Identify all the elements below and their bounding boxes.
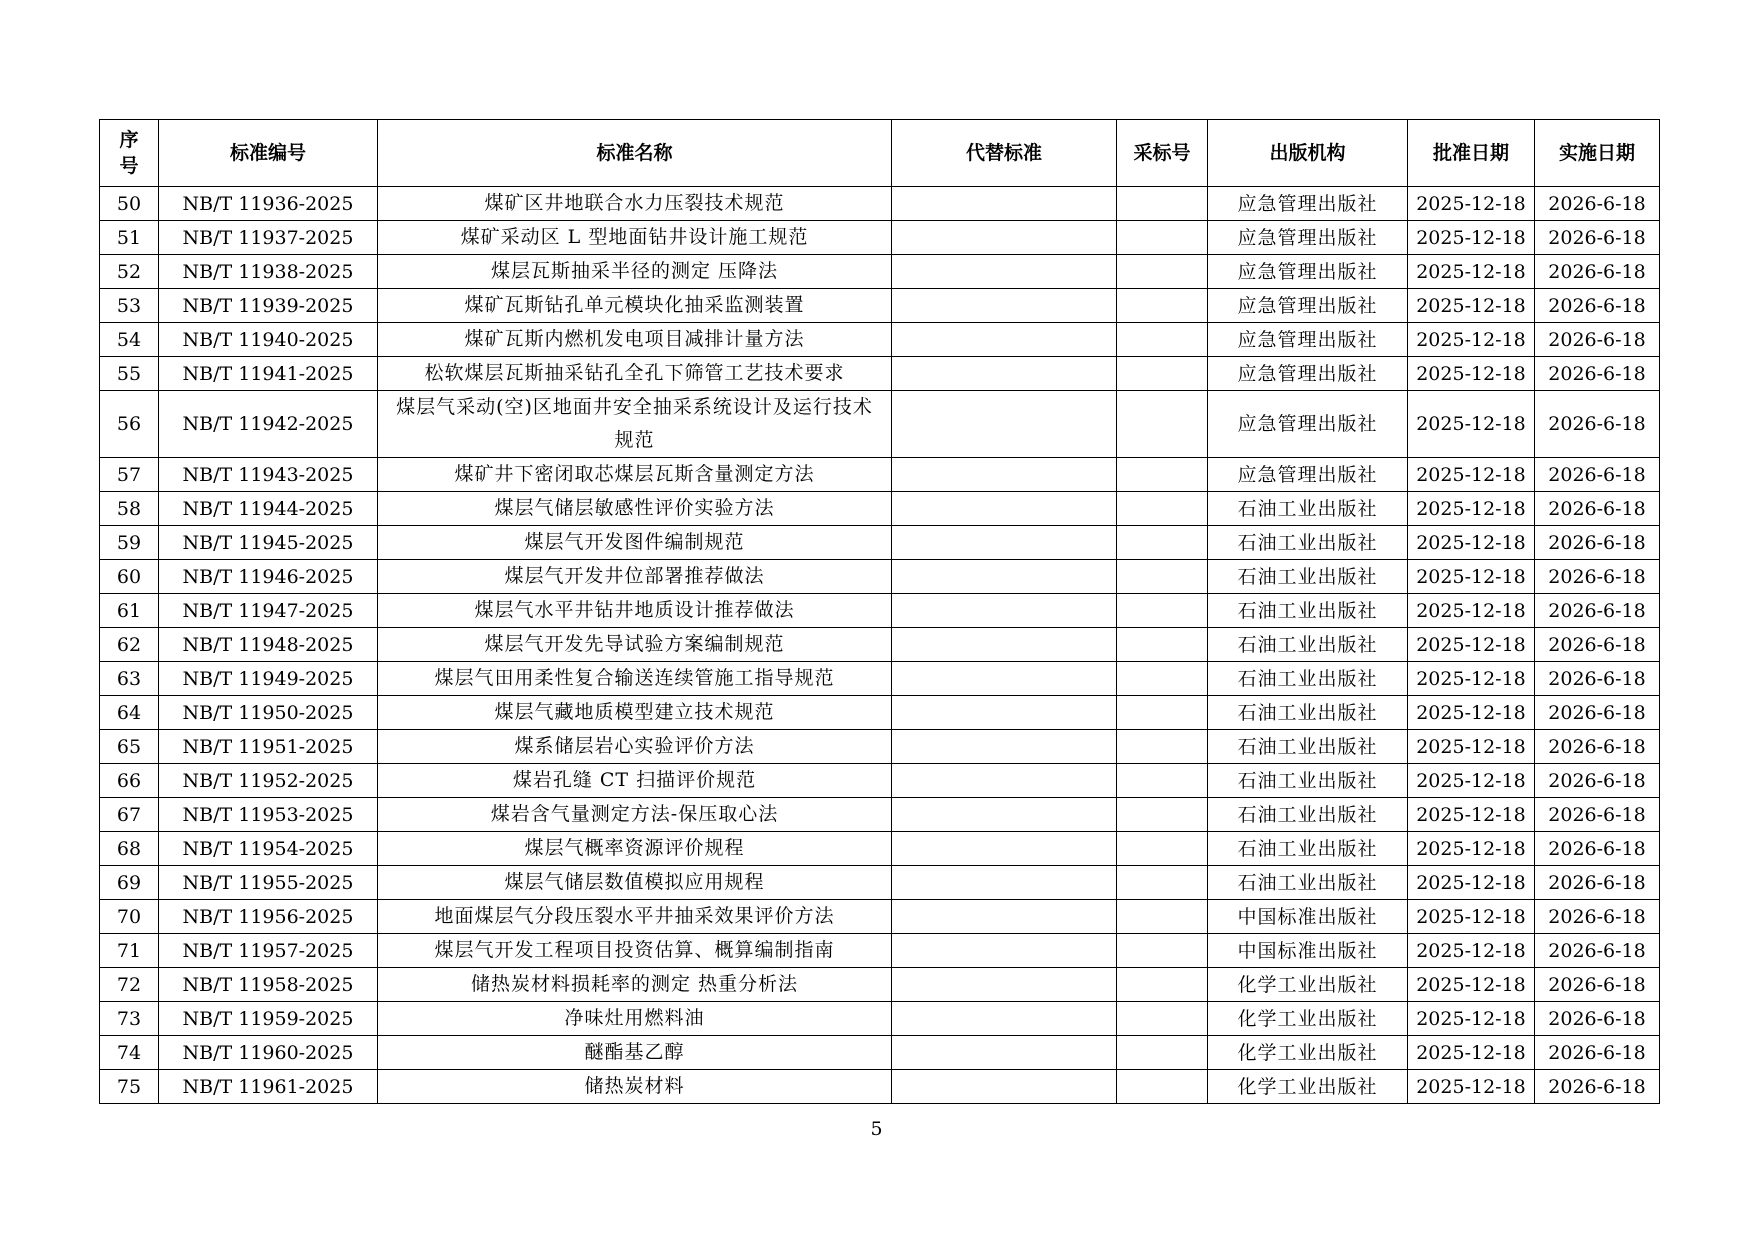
cell-std-name: 净味灶用燃料油 bbox=[378, 1002, 892, 1036]
cell-publisher: 应急管理出版社 bbox=[1208, 289, 1408, 323]
cell-std-no: NB/T 11957-2025 bbox=[159, 934, 378, 968]
cell-seq: 65 bbox=[100, 730, 159, 764]
cell-adopted bbox=[1117, 866, 1208, 900]
cell-replaces bbox=[892, 221, 1117, 255]
cell-seq: 75 bbox=[100, 1070, 159, 1104]
cell-std-name: 煤矿瓦斯钻孔单元模块化抽采监测装置 bbox=[378, 289, 892, 323]
cell-adopted bbox=[1117, 221, 1208, 255]
cell-replaces bbox=[892, 458, 1117, 492]
cell-replaces bbox=[892, 968, 1117, 1002]
cell-impl-date: 2026-6-18 bbox=[1535, 289, 1660, 323]
cell-impl-date: 2026-6-18 bbox=[1535, 594, 1660, 628]
cell-seq: 58 bbox=[100, 492, 159, 526]
cell-impl-date: 2026-6-18 bbox=[1535, 866, 1660, 900]
cell-replaces bbox=[892, 628, 1117, 662]
table-row bbox=[100, 594, 1660, 628]
cell-std-name: 醚酯基乙醇 bbox=[378, 1036, 892, 1070]
cell-publisher: 应急管理出版社 bbox=[1208, 323, 1408, 357]
cell-approval-date: 2025-12-18 bbox=[1408, 968, 1535, 1002]
cell-std-no: NB/T 11947-2025 bbox=[159, 594, 378, 628]
cell-seq: 59 bbox=[100, 526, 159, 560]
header-adopted: 采标号 bbox=[1117, 120, 1208, 187]
cell-replaces bbox=[892, 934, 1117, 968]
cell-seq: 56 bbox=[100, 391, 159, 458]
cell-seq: 64 bbox=[100, 696, 159, 730]
cell-adopted bbox=[1117, 730, 1208, 764]
table-row bbox=[100, 662, 1660, 696]
cell-impl-date: 2026-6-18 bbox=[1535, 255, 1660, 289]
cell-impl-date: 2026-6-18 bbox=[1535, 1002, 1660, 1036]
cell-std-name: 煤层气概率资源评价规程 bbox=[378, 832, 892, 866]
cell-std-name: 煤矿井下密闭取芯煤层瓦斯含量测定方法 bbox=[378, 458, 892, 492]
cell-seq: 70 bbox=[100, 900, 159, 934]
cell-replaces bbox=[892, 391, 1117, 458]
cell-approval-date: 2025-12-18 bbox=[1408, 323, 1535, 357]
cell-seq: 67 bbox=[100, 798, 159, 832]
cell-approval-date: 2025-12-18 bbox=[1408, 866, 1535, 900]
cell-replaces bbox=[892, 594, 1117, 628]
cell-seq: 66 bbox=[100, 764, 159, 798]
cell-std-no: NB/T 11938-2025 bbox=[159, 255, 378, 289]
table-row bbox=[100, 458, 1660, 492]
header-impl-date: 实施日期 bbox=[1535, 120, 1660, 187]
cell-std-name: 煤层气开发先导试验方案编制规范 bbox=[378, 628, 892, 662]
table-row bbox=[100, 492, 1660, 526]
cell-impl-date: 2026-6-18 bbox=[1535, 696, 1660, 730]
cell-publisher: 石油工业出版社 bbox=[1208, 764, 1408, 798]
table-row bbox=[100, 764, 1660, 798]
cell-adopted bbox=[1117, 1070, 1208, 1104]
cell-publisher: 化学工业出版社 bbox=[1208, 1002, 1408, 1036]
cell-seq: 50 bbox=[100, 187, 159, 221]
cell-approval-date: 2025-12-18 bbox=[1408, 187, 1535, 221]
cell-publisher: 应急管理出版社 bbox=[1208, 255, 1408, 289]
cell-publisher: 应急管理出版社 bbox=[1208, 458, 1408, 492]
cell-seq: 52 bbox=[100, 255, 159, 289]
cell-publisher: 化学工业出版社 bbox=[1208, 968, 1408, 1002]
cell-approval-date: 2025-12-18 bbox=[1408, 1036, 1535, 1070]
cell-std-name: 煤层气储层数值模拟应用规程 bbox=[378, 866, 892, 900]
cell-replaces bbox=[892, 187, 1117, 221]
cell-approval-date: 2025-12-18 bbox=[1408, 628, 1535, 662]
table-row bbox=[100, 221, 1660, 255]
cell-seq: 72 bbox=[100, 968, 159, 1002]
table-body bbox=[100, 187, 1660, 1104]
cell-seq: 74 bbox=[100, 1036, 159, 1070]
table-row bbox=[100, 798, 1660, 832]
cell-std-no: NB/T 11958-2025 bbox=[159, 968, 378, 1002]
cell-impl-date: 2026-6-18 bbox=[1535, 730, 1660, 764]
cell-publisher: 石油工业出版社 bbox=[1208, 628, 1408, 662]
cell-seq: 60 bbox=[100, 560, 159, 594]
cell-publisher: 石油工业出版社 bbox=[1208, 832, 1408, 866]
header-seq: 序号 bbox=[100, 120, 159, 187]
cell-publisher: 石油工业出版社 bbox=[1208, 730, 1408, 764]
cell-adopted bbox=[1117, 594, 1208, 628]
table-row bbox=[100, 1002, 1660, 1036]
cell-publisher: 石油工业出版社 bbox=[1208, 866, 1408, 900]
cell-publisher: 石油工业出版社 bbox=[1208, 560, 1408, 594]
cell-publisher: 应急管理出版社 bbox=[1208, 391, 1408, 458]
header-std-name: 标准名称 bbox=[378, 120, 892, 187]
cell-publisher: 石油工业出版社 bbox=[1208, 662, 1408, 696]
page-number: 5 bbox=[870, 1118, 883, 1140]
cell-approval-date: 2025-12-18 bbox=[1408, 730, 1535, 764]
cell-replaces bbox=[892, 730, 1117, 764]
cell-adopted bbox=[1117, 391, 1208, 458]
table-row bbox=[100, 526, 1660, 560]
cell-replaces bbox=[892, 1036, 1117, 1070]
cell-seq: 62 bbox=[100, 628, 159, 662]
table-row bbox=[100, 968, 1660, 1002]
cell-publisher: 石油工业出版社 bbox=[1208, 798, 1408, 832]
table-row bbox=[100, 323, 1660, 357]
cell-publisher: 应急管理出版社 bbox=[1208, 221, 1408, 255]
cell-adopted bbox=[1117, 1002, 1208, 1036]
cell-adopted bbox=[1117, 628, 1208, 662]
cell-publisher: 中国标准出版社 bbox=[1208, 934, 1408, 968]
cell-adopted bbox=[1117, 798, 1208, 832]
cell-seq: 69 bbox=[100, 866, 159, 900]
header-publisher: 出版机构 bbox=[1208, 120, 1408, 187]
cell-std-no: NB/T 11949-2025 bbox=[159, 662, 378, 696]
cell-seq: 53 bbox=[100, 289, 159, 323]
cell-approval-date: 2025-12-18 bbox=[1408, 289, 1535, 323]
cell-std-name: 煤矿采动区 L 型地面钻井设计施工规范 bbox=[378, 221, 892, 255]
cell-seq: 54 bbox=[100, 323, 159, 357]
cell-approval-date: 2025-12-18 bbox=[1408, 357, 1535, 391]
cell-approval-date: 2025-12-18 bbox=[1408, 832, 1535, 866]
cell-publisher: 应急管理出版社 bbox=[1208, 187, 1408, 221]
cell-approval-date: 2025-12-18 bbox=[1408, 458, 1535, 492]
cell-publisher: 石油工业出版社 bbox=[1208, 526, 1408, 560]
cell-std-name: 煤层瓦斯抽采半径的测定 压降法 bbox=[378, 255, 892, 289]
cell-adopted bbox=[1117, 526, 1208, 560]
cell-std-name: 煤层气水平井钻井地质设计推荐做法 bbox=[378, 594, 892, 628]
cell-approval-date: 2025-12-18 bbox=[1408, 560, 1535, 594]
cell-replaces bbox=[892, 662, 1117, 696]
cell-std-no: NB/T 11940-2025 bbox=[159, 323, 378, 357]
table-row bbox=[100, 289, 1660, 323]
cell-publisher: 化学工业出版社 bbox=[1208, 1036, 1408, 1070]
cell-adopted bbox=[1117, 662, 1208, 696]
cell-impl-date: 2026-6-18 bbox=[1535, 526, 1660, 560]
table-row bbox=[100, 255, 1660, 289]
cell-std-name: 地面煤层气分段压裂水平井抽采效果评价方法 bbox=[378, 900, 892, 934]
cell-publisher: 中国标准出版社 bbox=[1208, 900, 1408, 934]
standards-table bbox=[99, 119, 1660, 1104]
cell-adopted bbox=[1117, 968, 1208, 1002]
cell-impl-date: 2026-6-18 bbox=[1535, 492, 1660, 526]
table-row bbox=[100, 357, 1660, 391]
cell-replaces bbox=[892, 357, 1117, 391]
cell-impl-date: 2026-6-18 bbox=[1535, 900, 1660, 934]
cell-std-no: NB/T 11945-2025 bbox=[159, 526, 378, 560]
cell-std-name: 储热炭材料 bbox=[378, 1070, 892, 1104]
cell-std-no: NB/T 11960-2025 bbox=[159, 1036, 378, 1070]
table-row bbox=[100, 730, 1660, 764]
cell-replaces bbox=[892, 560, 1117, 594]
cell-approval-date: 2025-12-18 bbox=[1408, 798, 1535, 832]
cell-std-name: 煤层气田用柔性复合输送连续管施工指导规范 bbox=[378, 662, 892, 696]
cell-seq: 55 bbox=[100, 357, 159, 391]
cell-impl-date: 2026-6-18 bbox=[1535, 458, 1660, 492]
cell-replaces bbox=[892, 323, 1117, 357]
cell-std-name: 煤层气储层敏感性评价实验方法 bbox=[378, 492, 892, 526]
cell-replaces bbox=[892, 866, 1117, 900]
cell-std-name: 储热炭材料损耗率的测定 热重分析法 bbox=[378, 968, 892, 1002]
cell-adopted bbox=[1117, 289, 1208, 323]
table-row bbox=[100, 391, 1660, 458]
table-row bbox=[100, 1036, 1660, 1070]
cell-approval-date: 2025-12-18 bbox=[1408, 594, 1535, 628]
cell-adopted bbox=[1117, 255, 1208, 289]
cell-std-name: 煤层气采动(空)区地面井安全抽采系统设计及运行技术规范 bbox=[378, 391, 892, 458]
cell-approval-date: 2025-12-18 bbox=[1408, 391, 1535, 458]
cell-seq: 57 bbox=[100, 458, 159, 492]
table-row bbox=[100, 934, 1660, 968]
cell-approval-date: 2025-12-18 bbox=[1408, 1002, 1535, 1036]
cell-adopted bbox=[1117, 187, 1208, 221]
cell-impl-date: 2026-6-18 bbox=[1535, 323, 1660, 357]
cell-replaces bbox=[892, 289, 1117, 323]
cell-seq: 51 bbox=[100, 221, 159, 255]
cell-impl-date: 2026-6-18 bbox=[1535, 764, 1660, 798]
cell-impl-date: 2026-6-18 bbox=[1535, 662, 1660, 696]
cell-impl-date: 2026-6-18 bbox=[1535, 560, 1660, 594]
cell-seq: 73 bbox=[100, 1002, 159, 1036]
header-approval-date: 批准日期 bbox=[1408, 120, 1535, 187]
cell-std-name: 煤层气开发工程项目投资估算、概算编制指南 bbox=[378, 934, 892, 968]
cell-adopted bbox=[1117, 934, 1208, 968]
table-row bbox=[100, 900, 1660, 934]
cell-seq: 61 bbox=[100, 594, 159, 628]
cell-impl-date: 2026-6-18 bbox=[1535, 391, 1660, 458]
cell-std-no: NB/T 11946-2025 bbox=[159, 560, 378, 594]
cell-std-name: 煤层气开发井位部署推荐做法 bbox=[378, 560, 892, 594]
cell-std-no: NB/T 11941-2025 bbox=[159, 357, 378, 391]
cell-publisher: 化学工业出版社 bbox=[1208, 1070, 1408, 1104]
cell-impl-date: 2026-6-18 bbox=[1535, 968, 1660, 1002]
cell-std-name: 煤层气开发图件编制规范 bbox=[378, 526, 892, 560]
cell-publisher: 石油工业出版社 bbox=[1208, 492, 1408, 526]
cell-seq: 68 bbox=[100, 832, 159, 866]
cell-std-no: NB/T 11951-2025 bbox=[159, 730, 378, 764]
cell-approval-date: 2025-12-18 bbox=[1408, 492, 1535, 526]
table-row bbox=[100, 696, 1660, 730]
cell-std-no: NB/T 11959-2025 bbox=[159, 1002, 378, 1036]
cell-impl-date: 2026-6-18 bbox=[1535, 832, 1660, 866]
header-replaces: 代替标准 bbox=[892, 120, 1117, 187]
cell-std-name: 煤岩孔缝 CT 扫描评价规范 bbox=[378, 764, 892, 798]
cell-std-no: NB/T 11953-2025 bbox=[159, 798, 378, 832]
cell-std-name: 煤岩含气量测定方法-保压取心法 bbox=[378, 798, 892, 832]
cell-adopted bbox=[1117, 764, 1208, 798]
cell-approval-date: 2025-12-18 bbox=[1408, 934, 1535, 968]
cell-replaces bbox=[892, 526, 1117, 560]
cell-std-no: NB/T 11936-2025 bbox=[159, 187, 378, 221]
cell-impl-date: 2026-6-18 bbox=[1535, 221, 1660, 255]
cell-adopted bbox=[1117, 492, 1208, 526]
cell-impl-date: 2026-6-18 bbox=[1535, 187, 1660, 221]
cell-replaces bbox=[892, 798, 1117, 832]
cell-adopted bbox=[1117, 832, 1208, 866]
cell-replaces bbox=[892, 1070, 1117, 1104]
cell-impl-date: 2026-6-18 bbox=[1535, 1036, 1660, 1070]
table-row bbox=[100, 866, 1660, 900]
cell-std-no: NB/T 11954-2025 bbox=[159, 832, 378, 866]
cell-std-no: NB/T 11956-2025 bbox=[159, 900, 378, 934]
cell-replaces bbox=[892, 492, 1117, 526]
cell-std-name: 煤层气藏地质模型建立技术规范 bbox=[378, 696, 892, 730]
table-row bbox=[100, 187, 1660, 221]
cell-replaces bbox=[892, 255, 1117, 289]
cell-publisher: 石油工业出版社 bbox=[1208, 594, 1408, 628]
cell-replaces bbox=[892, 696, 1117, 730]
cell-std-name: 煤矿区井地联合水力压裂技术规范 bbox=[378, 187, 892, 221]
cell-replaces bbox=[892, 1002, 1117, 1036]
cell-impl-date: 2026-6-18 bbox=[1535, 934, 1660, 968]
cell-std-name: 煤矿瓦斯内燃机发电项目减排计量方法 bbox=[378, 323, 892, 357]
cell-impl-date: 2026-6-18 bbox=[1535, 628, 1660, 662]
cell-std-no: NB/T 11948-2025 bbox=[159, 628, 378, 662]
cell-replaces bbox=[892, 900, 1117, 934]
cell-publisher: 应急管理出版社 bbox=[1208, 357, 1408, 391]
cell-approval-date: 2025-12-18 bbox=[1408, 221, 1535, 255]
cell-std-name: 松软煤层瓦斯抽采钻孔全孔下筛管工艺技术要求 bbox=[378, 357, 892, 391]
cell-adopted bbox=[1117, 458, 1208, 492]
cell-std-no: NB/T 11952-2025 bbox=[159, 764, 378, 798]
cell-adopted bbox=[1117, 357, 1208, 391]
cell-adopted bbox=[1117, 560, 1208, 594]
cell-adopted bbox=[1117, 1036, 1208, 1070]
cell-approval-date: 2025-12-18 bbox=[1408, 696, 1535, 730]
cell-approval-date: 2025-12-18 bbox=[1408, 526, 1535, 560]
cell-std-name: 煤系储层岩心实验评价方法 bbox=[378, 730, 892, 764]
table-row bbox=[100, 1070, 1660, 1104]
table-row bbox=[100, 628, 1660, 662]
cell-std-no: NB/T 11950-2025 bbox=[159, 696, 378, 730]
cell-approval-date: 2025-12-18 bbox=[1408, 255, 1535, 289]
cell-impl-date: 2026-6-18 bbox=[1535, 798, 1660, 832]
cell-seq: 71 bbox=[100, 934, 159, 968]
cell-std-no: NB/T 11944-2025 bbox=[159, 492, 378, 526]
cell-seq: 63 bbox=[100, 662, 159, 696]
cell-replaces bbox=[892, 764, 1117, 798]
cell-approval-date: 2025-12-18 bbox=[1408, 662, 1535, 696]
cell-adopted bbox=[1117, 323, 1208, 357]
cell-approval-date: 2025-12-18 bbox=[1408, 1070, 1535, 1104]
cell-std-no: NB/T 11943-2025 bbox=[159, 458, 378, 492]
cell-impl-date: 2026-6-18 bbox=[1535, 1070, 1660, 1104]
cell-adopted bbox=[1117, 696, 1208, 730]
cell-std-no: NB/T 11939-2025 bbox=[159, 289, 378, 323]
table-row bbox=[100, 832, 1660, 866]
cell-std-no: NB/T 11937-2025 bbox=[159, 221, 378, 255]
cell-std-no: NB/T 11955-2025 bbox=[159, 866, 378, 900]
table-header bbox=[100, 120, 1660, 187]
table-row bbox=[100, 560, 1660, 594]
cell-std-no: NB/T 11961-2025 bbox=[159, 1070, 378, 1104]
cell-approval-date: 2025-12-18 bbox=[1408, 764, 1535, 798]
cell-impl-date: 2026-6-18 bbox=[1535, 357, 1660, 391]
cell-replaces bbox=[892, 832, 1117, 866]
cell-std-no: NB/T 11942-2025 bbox=[159, 391, 378, 458]
header-row bbox=[100, 120, 1660, 187]
cell-adopted bbox=[1117, 900, 1208, 934]
header-std-no: 标准编号 bbox=[159, 120, 378, 187]
cell-publisher: 石油工业出版社 bbox=[1208, 696, 1408, 730]
cell-approval-date: 2025-12-18 bbox=[1408, 900, 1535, 934]
